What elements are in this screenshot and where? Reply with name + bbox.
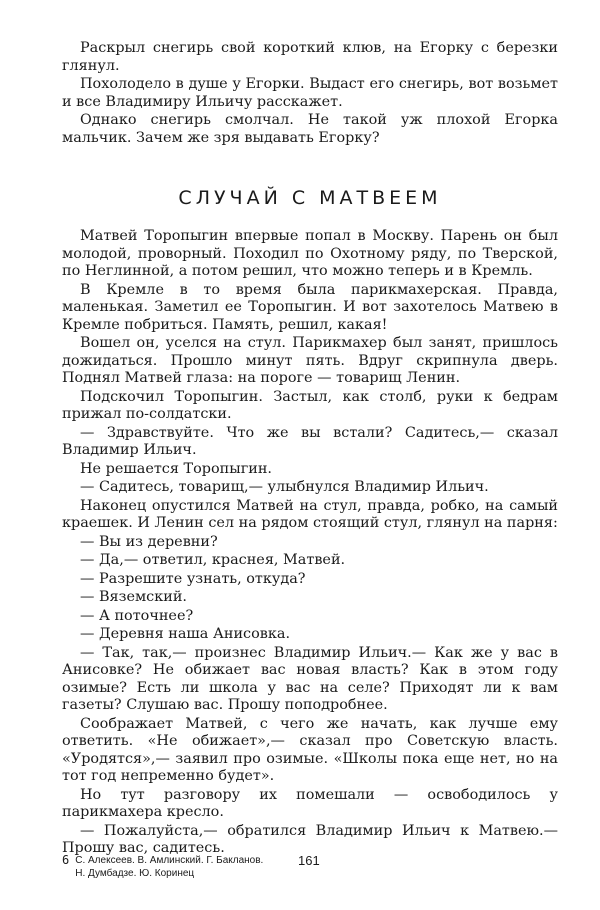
signature-line: С. Алексеев. В. Амлинский. Г. Бакланов. <box>75 855 264 866</box>
paragraph: — Здравствуйте. Что же вы встали? Садитесь,— сказал Владимир Ильич. <box>62 424 558 458</box>
signature-line: Н. Думбадзе. Ю. Коринец <box>75 868 195 879</box>
paragraph: Но тут разговору их помешали — освободилось у парикмахера кресло. <box>62 786 558 820</box>
paragraph: — Садитесь, товарищ,— улыбнулся Владимир Ильич. <box>80 479 489 495</box>
paragraph: Матвей Торопыгин впервые попал в Москву. Парень он был молодой, проворный. Походил по Охотному ряду, по Тверской, по Неглинной, а потом решил, что можно теперь и в Кремль. <box>62 228 558 279</box>
dialogue-line: — Разрешите узнать, откуда? <box>80 570 306 587</box>
paragraph: Подскочил Торопыгин. Застыл, как столб, руки к бедрам прижал по-солдатски. <box>62 388 558 422</box>
dialogue-line: — Деревня наша Анисовка. <box>80 626 291 642</box>
paragraph: Раскрыл снегирь свой короткий клюв, на Егорку с березки глянул. <box>62 40 558 74</box>
paragraph: В Кремле в то время была парикмахерская. Правда, маленькая. Заметил ее Торопыгин. И вот захотелось Матвею в Кремле побриться. Память, решил, какая! <box>62 281 558 333</box>
paragraph: Однако снегирь смолчал. Не такой уж плохой Егорка мальчик. Зачем же зря выдавать Егорку? <box>62 112 558 146</box>
dialogue-line: — Вяземский. <box>80 589 187 605</box>
paragraph: Вошел он, уселся на стул. Парикмахер был занят, пришлось дожидаться. Прошло минут пять. Вдруг скрипнула дверь. Поднял Матвей глаза: на пороге — товарищ Ленин. <box>62 335 558 386</box>
story-title: СЛУЧАЙ С МАТВЕЕМ <box>178 187 442 209</box>
paragraph: Не решается Торопыгин. <box>80 460 272 477</box>
page-number: 161 <box>298 853 320 868</box>
paragraph: Похолодело в душе у Егорки. Выдаст его снегирь, вот возьмет и все Владимиру Ильичу расскажет. <box>62 76 558 110</box>
signature-mark <box>62 854 263 880</box>
dialogue-line: — А поточнее? <box>80 607 194 624</box>
intro-section <box>62 40 558 147</box>
dialogue-line: — Да,— ответил, краснея, Матвей. <box>80 552 346 568</box>
signature-number: 6 <box>62 853 70 867</box>
dialogue-line: — Вы из деревни? <box>80 533 218 550</box>
page-content <box>62 40 558 858</box>
story-body <box>62 228 558 858</box>
paragraph: Соображает Матвей, с чего же начать, как лучше ему ответить. «Не обижает»,— сказал про Советскую власть. «Уродятся»,— заявил про озимые. «Школы пока еще нет, но на тот год непременно будет». <box>62 715 558 784</box>
signature-authors <box>75 854 263 880</box>
paragraph: Наконец опустился Матвей на стул, правда, робко, на самый краешек. И Ленин сел на рядом стоящий стул, глянул на парня: <box>62 497 558 531</box>
paragraph: — Пожалуйста,— обратился Владимир Ильич к Матвею.— Прошу вас, садитесь. <box>62 822 558 856</box>
paragraph: — Так, так,— произнес Владимир Ильич.— Как же у вас в Анисовке? Не обижает вас новая власть? Как в этом году озимые? Есть ли школа у вас на селе? Приходят ли к вам газеты? Слушаю вас. Прошу поподробнее. <box>62 644 558 713</box>
